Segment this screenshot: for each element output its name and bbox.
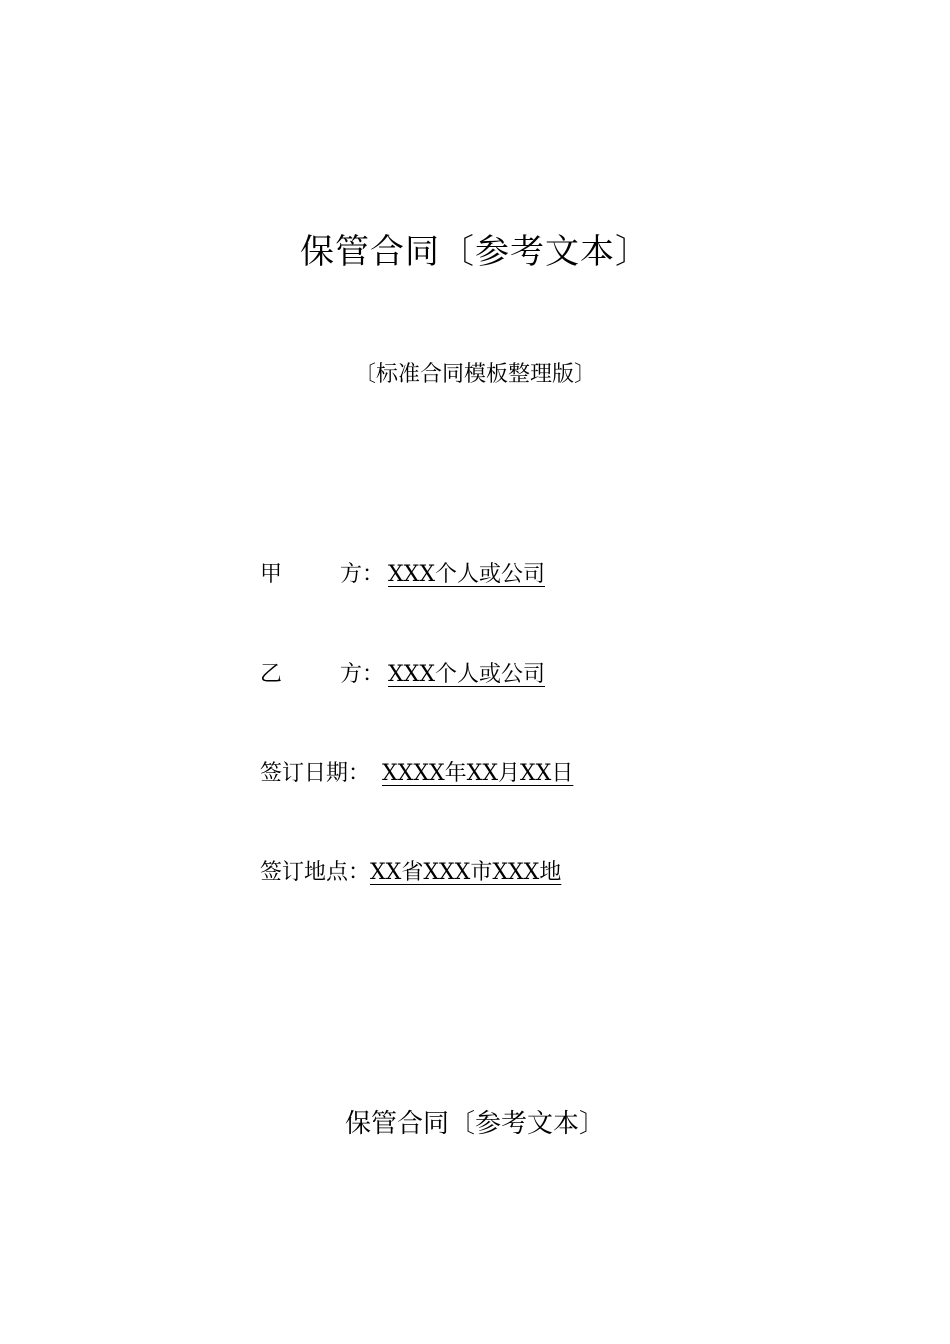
contract-body-title: 保管合同〔参考文本〕 (344, 1109, 605, 1139)
party-b-label-suffix: 方： (340, 662, 385, 687)
party-b-label-char: 乙 (260, 662, 283, 687)
party-b-value: XXX个人或公司 (388, 662, 545, 687)
party-a-value: XXX个人或公司 (388, 562, 545, 587)
signing-place-value: XX省XXX市XXX地 (370, 860, 562, 885)
signing-place-row (260, 857, 592, 889)
signing-date-label: 签订日期： (260, 761, 371, 786)
cover-subtitle: 〔标准合同模板整理版〕 (353, 362, 596, 387)
party-a-label (260, 559, 388, 591)
party-a-row (260, 559, 614, 591)
party-b-label (260, 659, 388, 691)
party-a-label-char: 甲 (260, 562, 283, 587)
party-a-label-suffix: 方： (340, 562, 385, 587)
party-b-row (260, 659, 614, 691)
signing-date-row (260, 758, 618, 790)
signing-place-label: 签订地点： (260, 860, 371, 885)
cover-title: 保管合同〔参考文本〕 (300, 232, 650, 272)
signing-date-value: XXXX年XX月XX日 (382, 761, 574, 786)
